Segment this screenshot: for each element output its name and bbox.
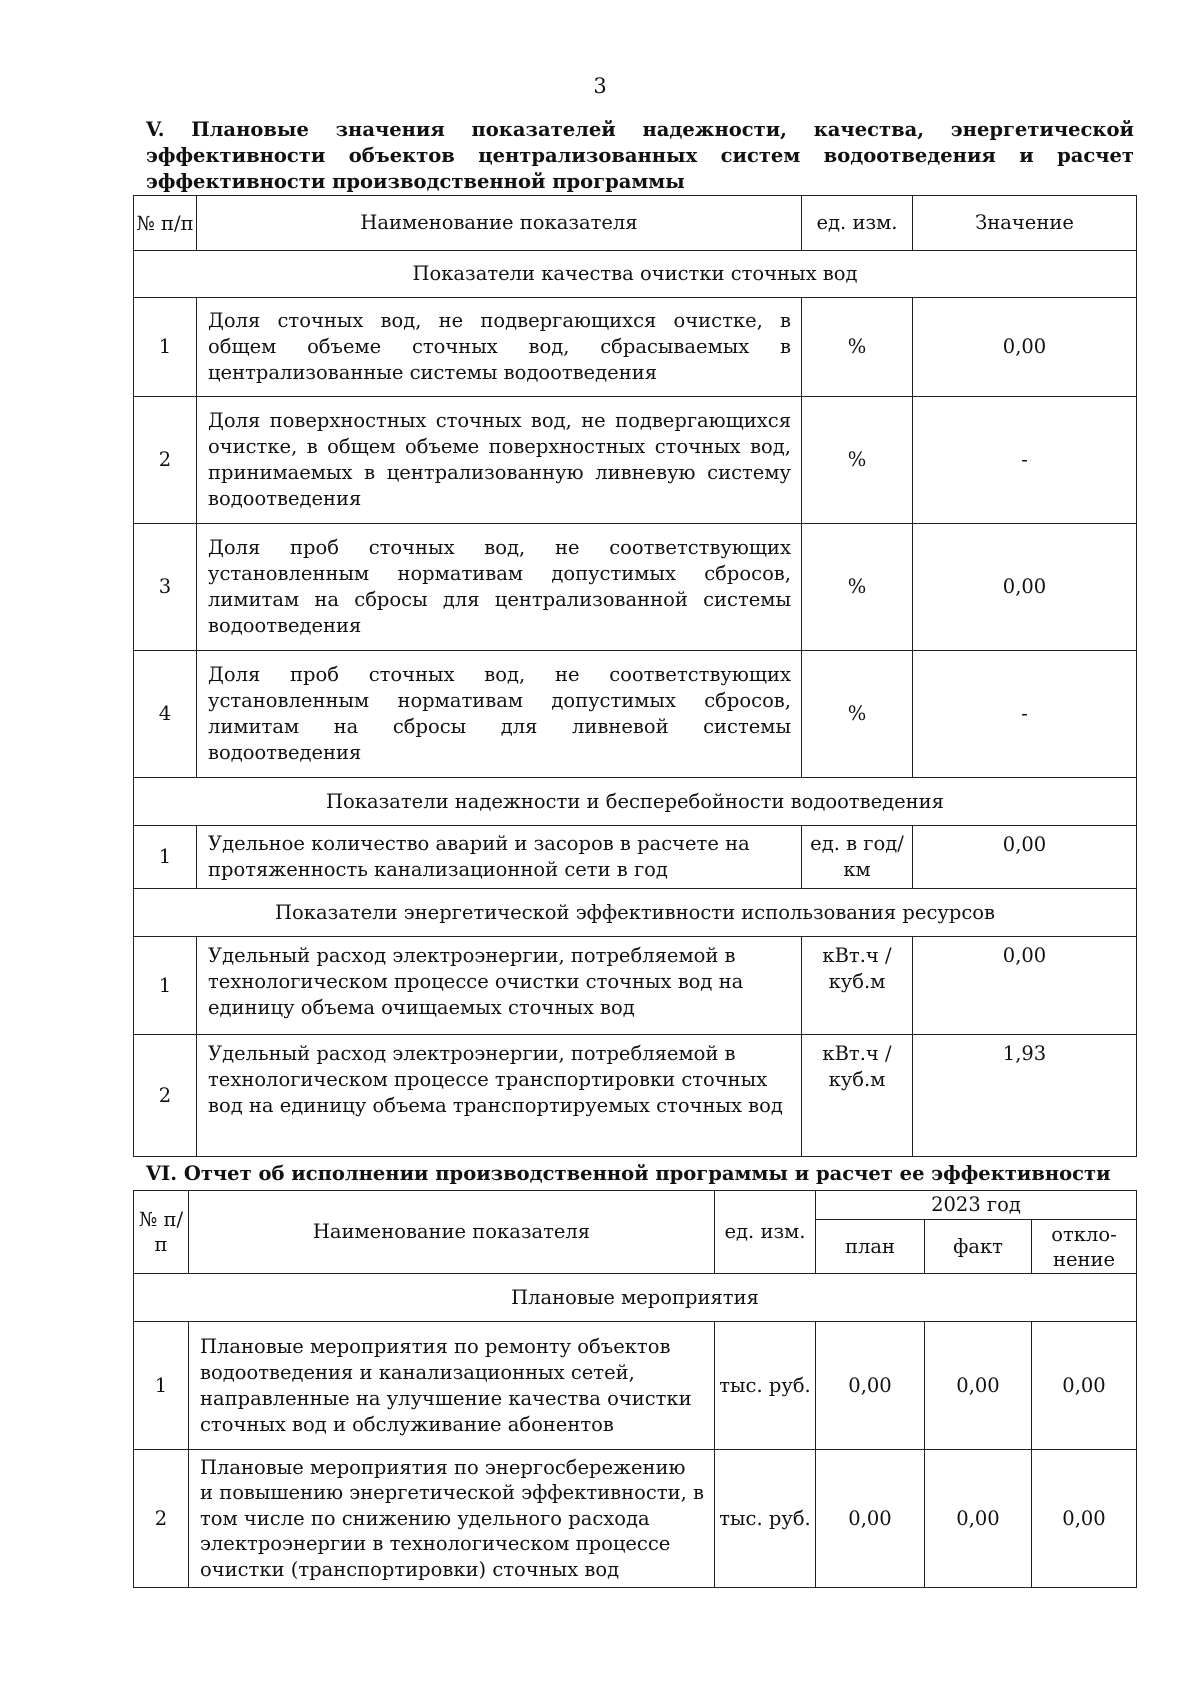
row-value: 1,93	[913, 1035, 1137, 1157]
group-title: Показатели надежности и бесперебойности водоотведения	[134, 778, 1137, 826]
group-row	[134, 889, 1137, 937]
header-fact: факт	[925, 1220, 1032, 1274]
row-name: Удельный расход электроэнергии, потребляемой в технологическом процессе очистки сточных вод на единицу объема очищаемых сточных вод	[197, 937, 802, 1035]
table-row	[134, 651, 1137, 778]
row-unit: кВт.ч / куб.м	[802, 1035, 913, 1157]
row-unit: ед. в год/ км	[802, 826, 913, 889]
row-num: 1	[134, 937, 197, 1035]
header-name: Наименование показателя	[189, 1191, 715, 1274]
header-unit: ед. изм.	[715, 1191, 816, 1274]
row-value: 0,00	[913, 937, 1137, 1035]
row-value: 0,00	[913, 524, 1137, 651]
row-num: 2	[134, 1035, 197, 1157]
group-row	[134, 778, 1137, 826]
group-title: Плановые мероприятия	[134, 1274, 1137, 1322]
row-num: 1	[134, 1322, 189, 1450]
row-name: Доля проб сточных вод, не соответствующих установленным нормативам допустимых сбросов, лимитам на сбросы для централизованной системы водоотведения	[197, 524, 802, 651]
table-row	[134, 1322, 1137, 1450]
header-unit: ед. изм.	[802, 196, 913, 251]
section-5-title: V. Плановые значения показателей надежности, качества, энергетической эффективности объектов централизованных систем водоотведения и расчет эффективности производственной программы	[146, 118, 1134, 193]
row-value: 0,00	[913, 298, 1137, 397]
header-num: № п/п	[134, 196, 197, 251]
row-fact: 0,00	[925, 1322, 1032, 1450]
row-unit: %	[802, 298, 913, 397]
row-num: 1	[134, 826, 197, 889]
row-num: 4	[134, 651, 197, 778]
header-value: Значение	[913, 196, 1137, 251]
table-row	[134, 826, 1137, 889]
table-row	[134, 397, 1137, 524]
row-fact: 0,00	[925, 1450, 1032, 1588]
table-row	[134, 298, 1137, 397]
header-num: № п/п	[134, 1191, 189, 1274]
row-num: 1	[134, 298, 197, 397]
group-row	[134, 1274, 1137, 1322]
table-row	[134, 524, 1137, 651]
group-title: Показатели энергетической эффективности использования ресурсов	[134, 889, 1137, 937]
row-name: Доля проб сточных вод, не соответствующих установленным нормативам допустимых сбросов, лимитам на сбросы для ливневой системы водоотведения	[197, 651, 802, 778]
row-deviation: 0,00	[1032, 1322, 1137, 1450]
planned-indicators-table	[133, 195, 1137, 1157]
header-year: 2023 год	[816, 1191, 1137, 1220]
row-name: Удельное количество аварий и засоров в расчете на протяженность канализационной сети в год	[197, 826, 802, 889]
row-plan: 0,00	[816, 1450, 925, 1588]
row-unit: тыс. руб.	[715, 1322, 816, 1450]
program-execution-table	[133, 1190, 1137, 1588]
group-row	[134, 251, 1137, 298]
header-name: Наименование показателя	[197, 196, 802, 251]
table-header-row	[134, 1191, 1137, 1220]
row-name: Доля поверхностных сточных вод, не подвергающихся очистке, в общем объеме поверхностных сточных вод, принимаемых в централизованную ливневую систему водоотведения	[197, 397, 802, 524]
row-value: 0,00	[913, 826, 1137, 889]
row-num: 2	[134, 1450, 189, 1588]
header-plan: план	[816, 1220, 925, 1274]
row-deviation: 0,00	[1032, 1450, 1137, 1588]
row-name: Плановые мероприятия по ремонту объектов водоотведения и канализационных сетей, направленные на улучшение качества очистки сточных вод и обслуживание абонентов	[189, 1322, 715, 1450]
row-unit: %	[802, 651, 913, 778]
row-plan: 0,00	[816, 1322, 925, 1450]
table-row	[134, 1035, 1137, 1157]
row-value: -	[913, 397, 1137, 524]
row-name: Удельный расход электроэнергии, потребляемой в технологическом процессе транспортировки сточных вод на единицу объема транспортируемых сточных вод	[197, 1035, 802, 1157]
row-unit: тыс. руб.	[715, 1450, 816, 1588]
table-header-row	[134, 196, 1137, 251]
group-title: Показатели качества очистки сточных вод	[134, 251, 1137, 298]
header-deviation: откло-нение	[1032, 1220, 1137, 1274]
row-unit: кВт.ч / куб.м	[802, 937, 913, 1035]
row-num: 3	[134, 524, 197, 651]
section-6-title: VI. Отчет об исполнении производственной программы и расчет ее эффективности	[146, 1162, 1111, 1185]
page-number: 3	[593, 74, 607, 98]
row-unit: %	[802, 397, 913, 524]
row-value: -	[913, 651, 1137, 778]
row-name: Доля сточных вод, не подвергающихся очистке, в общем объеме сточных вод, сбрасываемых в централизованные системы водоотведения	[197, 298, 802, 397]
table-row	[134, 1450, 1137, 1588]
row-num: 2	[134, 397, 197, 524]
table-row	[134, 937, 1137, 1035]
row-name: Плановые мероприятия по энергосбережению и повышению энергетической эффективности, в том числе по снижению удельного расхода электроэнергии в технологическом процессе очистки (транспортировки) сточных вод	[189, 1450, 715, 1588]
row-unit: %	[802, 524, 913, 651]
